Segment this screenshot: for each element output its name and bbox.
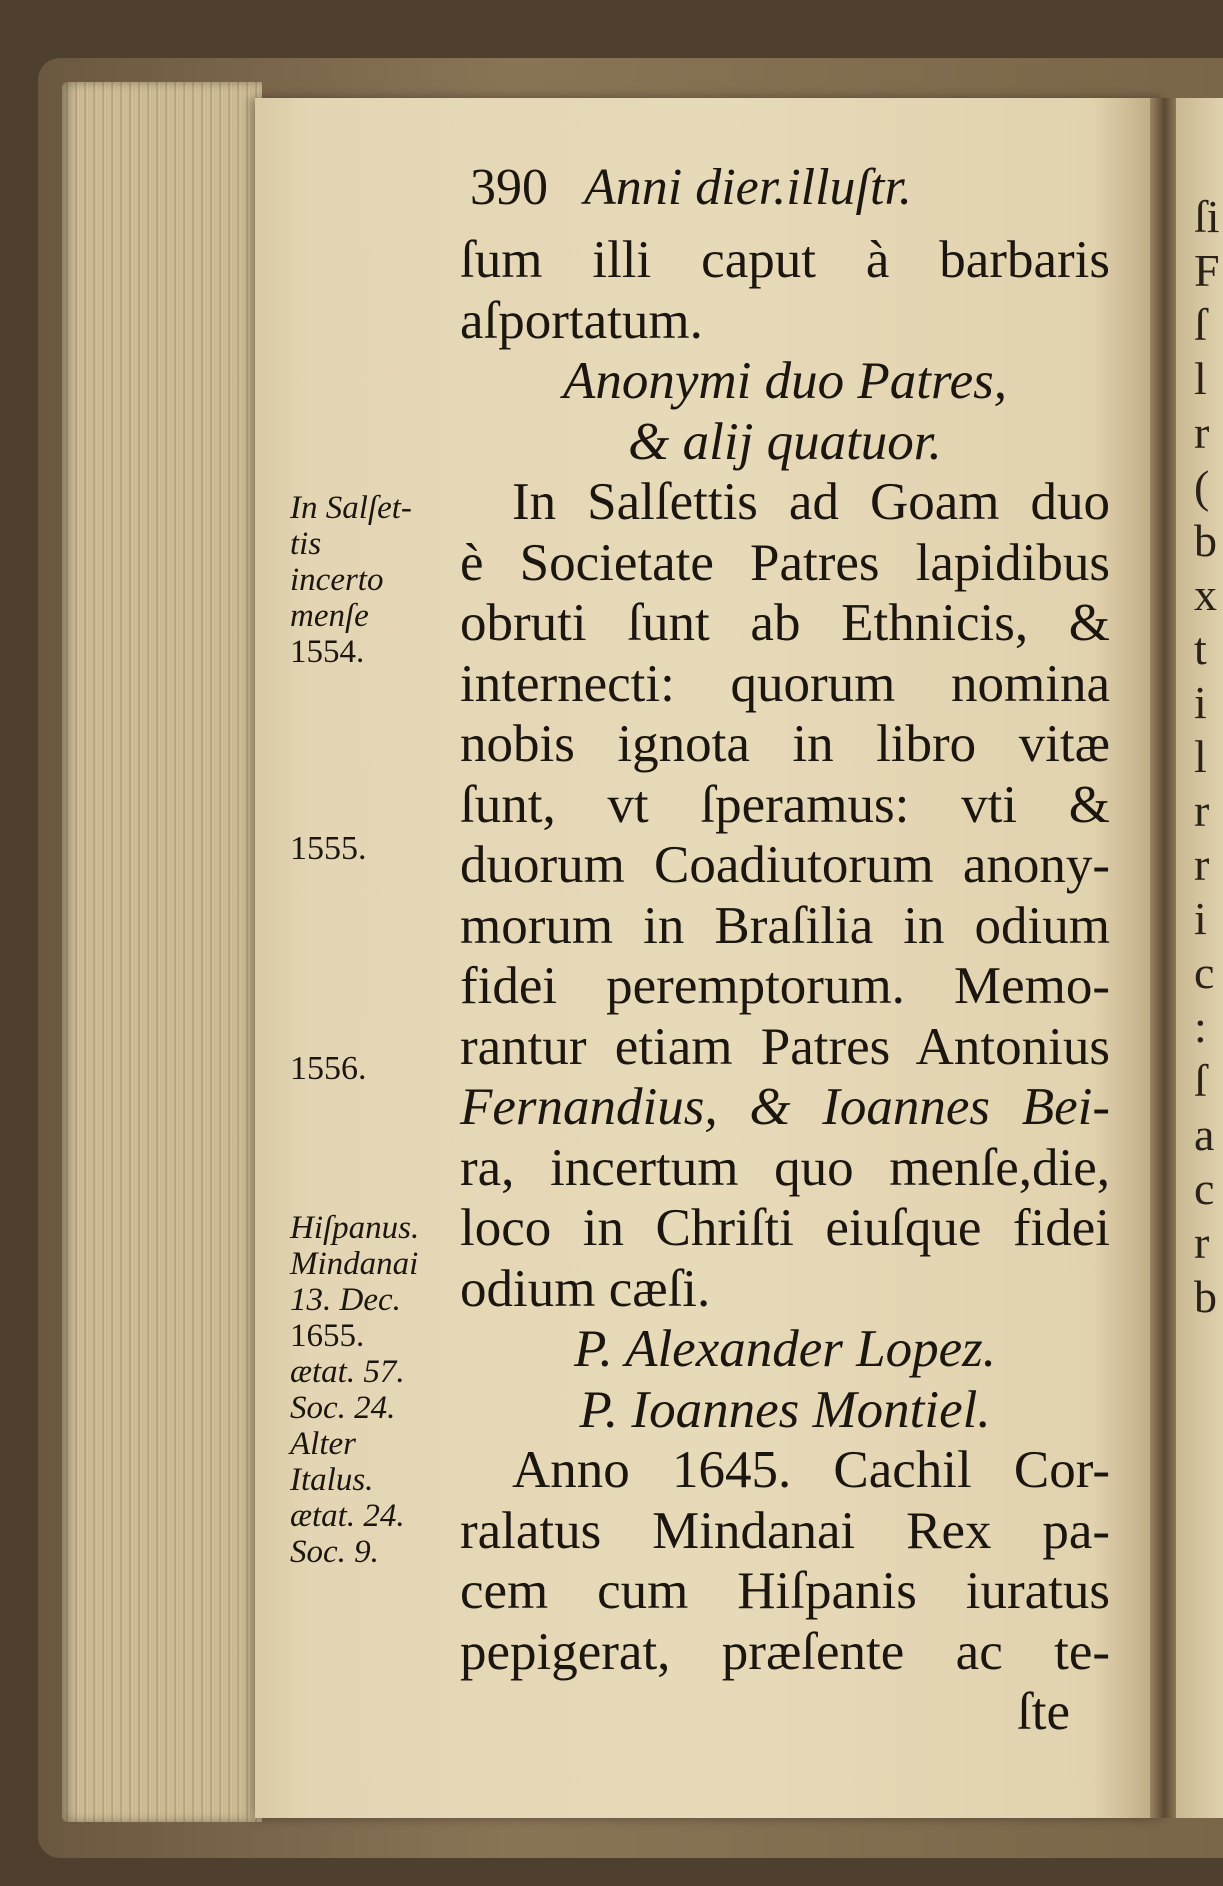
book-gutter [1150,98,1176,1818]
text-line: duorum Coadiutorum anony- [460,836,1110,894]
facing-page-fragment [1176,98,1223,1818]
facing-letter: r [1194,839,1210,890]
margin-note-line: Italus. [290,1462,374,1498]
text-line: In Salſettis ad Goam duo [512,473,1110,531]
margin-note-line: Soc. 24. [290,1390,396,1426]
margin-note-line: menſe [290,598,369,634]
text-line: pepigerat, præſente ac te- [460,1622,1110,1681]
text-line: odium cæſi. [460,1259,711,1318]
text-line: ralatus Mindanai Rex pa- [460,1501,1110,1560]
facing-letter: ( [1194,461,1210,512]
facing-letter: b [1194,515,1217,566]
facing-letter: r [1194,785,1210,836]
facing-letter: r [1194,1217,1210,1268]
facing-letter: l [1194,353,1207,404]
margin-note-line: Mindanai [290,1246,419,1282]
text-line: Anno 1645. Cachil Cor- [512,1441,1110,1499]
margin-note-line: Alter [290,1426,356,1462]
margin-note-line: tis [290,526,322,562]
main-text [460,230,1110,1743]
margin-note-line: 1655. [290,1318,365,1354]
facing-letter: ſi [1194,191,1220,242]
margin-note-line: 13. Dec. [290,1282,401,1318]
catchword: ſte [1017,1683,1070,1741]
text-line: cem cum Hiſpanis iuratus [460,1562,1110,1620]
section-heading: P. Alexander Lopez. [573,1320,996,1378]
text-line: nobis ignota in libro vitæ [460,715,1110,773]
margin-note-line: ætat. 57. [290,1354,405,1390]
facing-letter: F [1194,245,1220,296]
text-line: è Societate Patres lapidibus [460,533,1110,592]
text-line: fidei peremptorum. Memo- [460,957,1110,1015]
text-line: rantur etiam Patres Antonius [460,1017,1110,1076]
facing-letter: ſ [1194,299,1207,350]
text-line: loco in Chriſti eiuſque fidei [460,1199,1110,1257]
section-heading: & alij quatuor. [628,412,942,471]
facing-letter: x [1194,569,1217,620]
facing-letter: b [1194,1271,1217,1322]
facing-letter: a [1194,1109,1215,1160]
facing-letter: c [1194,1163,1215,1214]
facing-letter: : [1194,1001,1207,1052]
page-number: 390 [470,159,548,216]
facing-letter: ſ [1194,1055,1207,1106]
text-line: internecti: quorum nomina [460,654,1110,713]
text-line: ſunt, vt ſperamus: vti & [460,775,1110,834]
page-edges [62,82,262,1822]
margin-year-1556: 1556. [290,1050,367,1087]
margin-year-1555: 1555. [290,830,367,867]
text-line: ſum illi caput à barbaris [460,231,1110,289]
margin-note-line: In Salſet- [290,490,412,526]
running-header [470,158,912,217]
text-line: Fernandius, & Ioannes Bei- [460,1078,1110,1136]
text-line: obruti ſunt ab Ethnicis, & [460,594,1110,652]
text-line: aſportatum. [460,291,703,350]
facing-letter: t [1194,623,1207,674]
facing-letter: l [1194,731,1207,782]
margin-note-salsette [290,490,412,670]
text-line: ra, incertum quo menſe,die, [460,1138,1110,1197]
facing-letter: i [1194,893,1207,944]
margin-note-line: incerto [290,562,384,598]
section-heading: Anonymi duo Patres, [562,352,1008,410]
section-heading: P. Ioannes Montiel. [579,1380,991,1439]
margin-note-line: Soc. 9. [290,1534,379,1570]
margin-note-hispanus [290,1210,419,1570]
margin-note-line: ætat. 24. [290,1498,405,1534]
facing-letter: r [1194,407,1210,458]
running-title: Anni dier.illuſtr. [584,159,912,216]
facing-letter: i [1194,677,1207,728]
margin-note-line: 1554. [290,634,365,670]
text-line: morum in Braſilia in odium [460,896,1110,955]
margin-note-line: Hiſpanus. [290,1210,420,1246]
facing-letter: c [1194,947,1215,998]
